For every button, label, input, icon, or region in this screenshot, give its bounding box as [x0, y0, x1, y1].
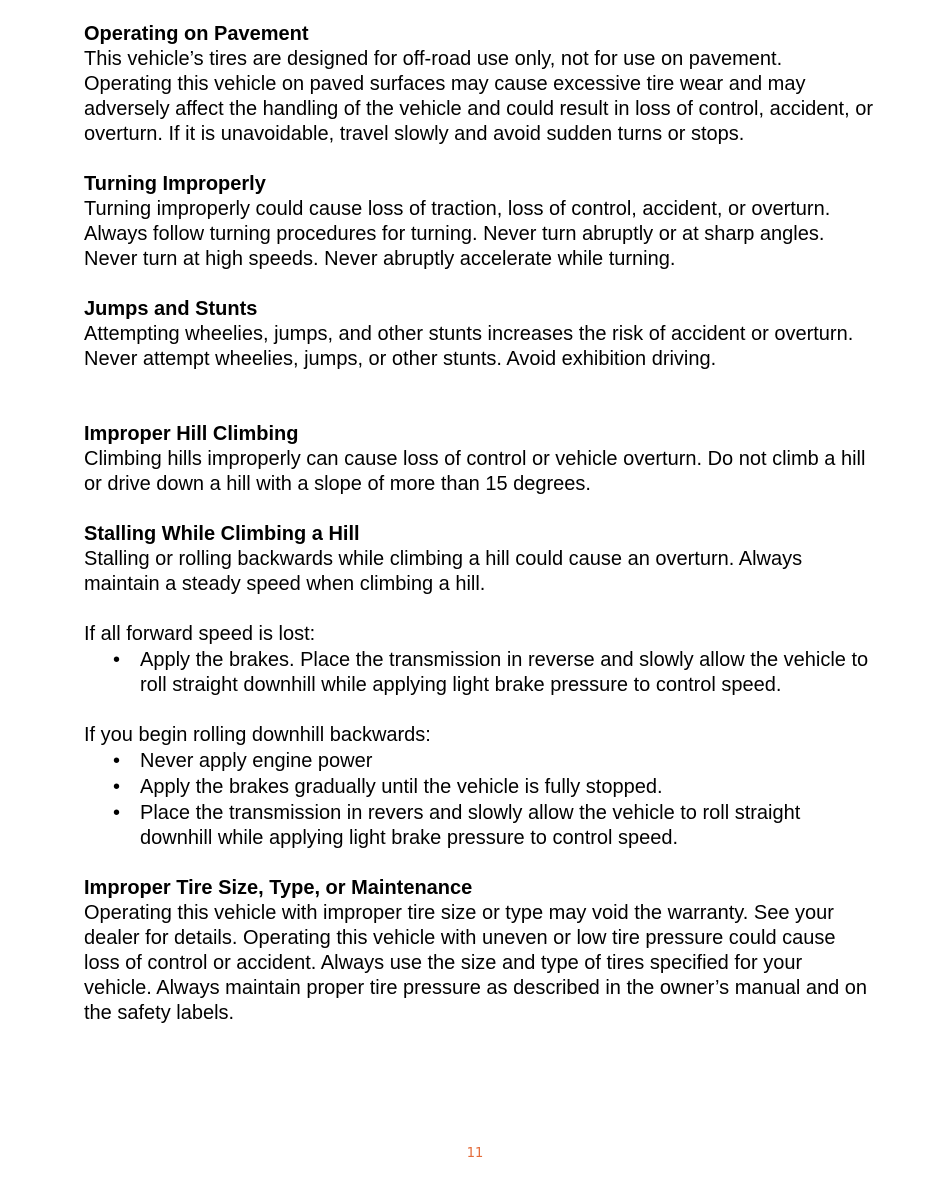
- section-body: This vehicle’s tires are designed for off-road use only, not for use on pavement. Operating this vehicle on paved surfaces may cause excessive tire wear and may adversely affect the handling of the vehicle and could result in loss of control, accident, or overturn. If it is unavoidable, travel slowly and avoid sudden turns or stops.: [84, 48, 873, 145]
- list-item: [84, 775, 874, 800]
- section-operating-on-pavement: [84, 22, 874, 147]
- list-item-text: Never apply engine power: [140, 750, 373, 772]
- bullet-icon: •: [113, 750, 121, 772]
- section-body: Attempting wheelies, jumps, and other stunts increases the risk of accident or overturn. Never attempt wheelies, jumps, or other stunts. Avoid exhibition driving.: [84, 323, 854, 370]
- forward-speed-lost-block: [84, 622, 874, 698]
- section-heading: Stalling While Climbing a Hill: [84, 523, 360, 545]
- section-stalling-climbing-hill: [84, 522, 874, 597]
- list-item-text: Place the transmission in revers and slowly allow the vehicle to roll straight downhill while applying light brake pressure to control speed.: [140, 802, 801, 849]
- rolling-back-block: [84, 723, 874, 851]
- list-item: [84, 648, 874, 698]
- section-turning-improperly: [84, 172, 874, 272]
- bullet-icon: •: [113, 802, 121, 824]
- section-heading: Improper Hill Climbing: [84, 423, 299, 445]
- rolling-back-list: [84, 749, 874, 851]
- section-jumps-and-stunts: [84, 297, 874, 372]
- forward-speed-list: [84, 648, 874, 698]
- section-heading: Turning Improperly: [84, 173, 266, 195]
- document-page: [84, 22, 874, 1051]
- page-number: 11: [466, 1146, 484, 1161]
- section-improper-hill-climbing: [84, 422, 874, 497]
- list-item-text: Apply the brakes gradually until the vehicle is fully stopped.: [140, 776, 663, 798]
- section-heading: Improper Tire Size, Type, or Maintenance: [84, 877, 473, 899]
- list-item: [84, 801, 874, 851]
- section-body: Climbing hills improperly can cause loss of control or vehicle overturn. Do not climb a hill or drive down a hill with a slope of more than 15 degrees.: [84, 448, 866, 495]
- list-item-text: Apply the brakes. Place the transmission in reverse and slowly allow the vehicle to roll straight downhill while applying light brake pressure to control speed.: [140, 649, 869, 696]
- section-body: Stalling or rolling backwards while climbing a hill could cause an overturn. Always maintain a steady speed when climbing a hill.: [84, 548, 803, 595]
- forward-speed-intro: If all forward speed is lost:: [84, 623, 316, 645]
- section-heading: Jumps and Stunts: [84, 298, 258, 320]
- bullet-icon: •: [113, 776, 121, 798]
- section-improper-tire: [84, 876, 874, 1026]
- section-heading: Operating on Pavement: [84, 23, 309, 45]
- section-body: Operating this vehicle with improper tire size or type may void the warranty. See your dealer for details. Operating this vehicle with uneven or low tire pressure could cause loss of control or accident. Always use the size and type of tires specified for your vehicle. Always maintain proper tire pressure as described in the owner’s manual and on the safety labels.: [84, 902, 868, 1024]
- list-item: [84, 749, 874, 774]
- section-body: Turning improperly could cause loss of traction, loss of control, accident, or overturn. Always follow turning procedures for turning. Never turn abruptly or at sharp angles. Never turn at high speeds. Never abruptly accelerate while turning.: [84, 198, 831, 270]
- rolling-back-intro: If you begin rolling downhill backwards:: [84, 724, 431, 746]
- bullet-icon: •: [113, 649, 121, 671]
